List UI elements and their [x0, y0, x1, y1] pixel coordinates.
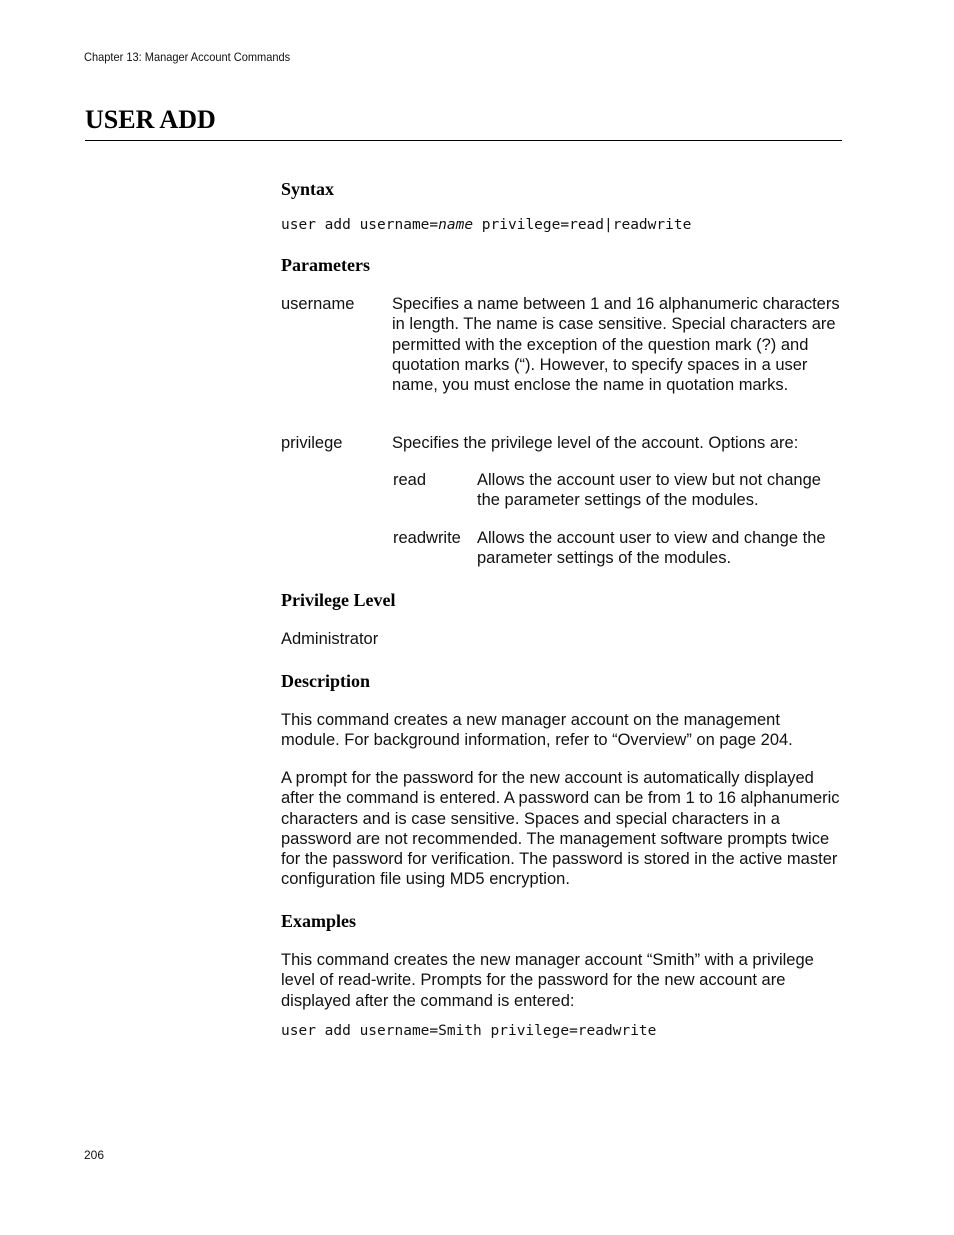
param-name-username: username [281, 295, 355, 313]
examples-paragraph: This command creates the new manager account “Smith” with a privilege level of read-write. Prompts for the password for the new account are displayed after the command is entered: [281, 951, 814, 1010]
syntax-heading: Syntax [281, 179, 335, 199]
syntax-command-prefix: user add username= [281, 217, 439, 233]
option-name-readwrite: readwrite [393, 529, 461, 547]
option-name-read: read [393, 471, 427, 489]
option-desc-read: Allows the account user to view but not change the parameter settings of the modules. [477, 471, 821, 510]
syntax-command-placeholder: name [438, 217, 474, 233]
description-paragraph-1: This command creates a new manager account on the management module. For background information, refer to “Overview” on page 204. [281, 711, 793, 750]
param-desc-privilege: Specifies the privilege level of the account. Options are: [392, 434, 799, 452]
syntax-command-suffix: privilege=read|readwrite [473, 217, 692, 233]
syntax-command [281, 217, 691, 233]
parameters-heading: Parameters [281, 255, 370, 275]
privilege-level-value: Administrator [281, 630, 379, 648]
option-desc-readwrite: Allows the account user to view and change the parameter settings of the modules. [477, 529, 826, 568]
examples-heading: Examples [281, 911, 357, 931]
param-desc-username: Specifies a name between 1 and 16 alphanumeric characters in length. The name is case sensitive. Special characters are permitted with the exception of the question mark (?) and quotation marks (“). However, to specify spaces in a user name, you must enclose the name in quotation marks. [392, 295, 840, 395]
description-paragraph-2: A prompt for the password for the new account is automatically displayed after the command is entered. A password can be from 1 to 16 alphanumeric characters and is case sensitive. Spaces and special characters in a password are not recommended. The management software prompts twice for the password for verification. The password is stored in the active master configuration file using MD5 encryption. [281, 769, 840, 889]
description-heading: Description [281, 671, 370, 691]
page-number: 206 [84, 1148, 105, 1162]
running-head: Chapter 13: Manager Account Commands [84, 50, 291, 64]
page-title: USER ADD [85, 105, 216, 134]
privilege-level-heading: Privilege Level [281, 590, 396, 610]
param-name-privilege: privilege [281, 434, 343, 452]
example-command: user add username=Smith privilege=readwrite [281, 1023, 657, 1039]
title-rule [85, 140, 842, 141]
